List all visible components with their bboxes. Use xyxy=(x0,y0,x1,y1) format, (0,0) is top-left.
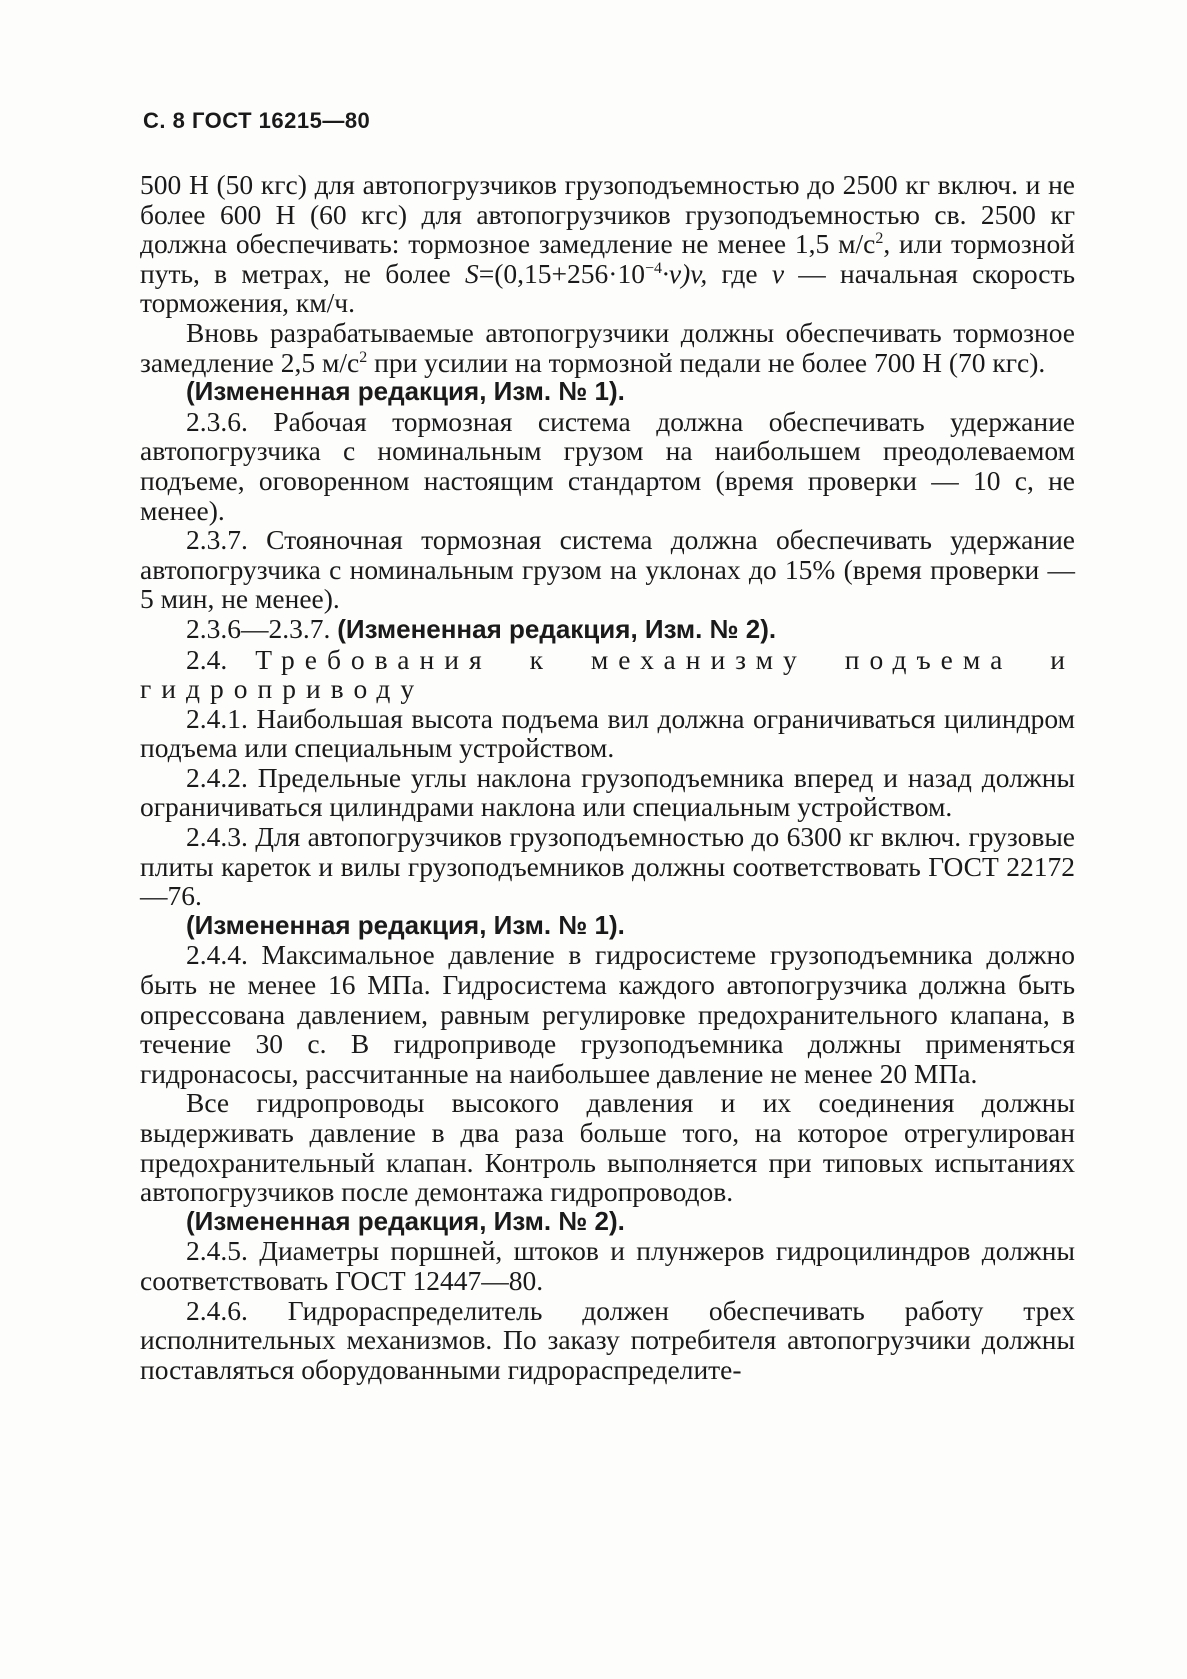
clause-2-4-1: 2.4.1. Наибольшая высота подъема вил должна ограничиваться цилиндром подъема или специальным устройством. xyxy=(140,702,1075,764)
clause-2-4-2: 2.4.2. Предельные углы наклона грузоподъемника вперед и назад должны ограничиваться цилиндрами наклона или специальным устройством. xyxy=(140,761,1075,823)
change-note: (Измененная редакция, Изм. № 2). xyxy=(186,1205,625,1236)
formula-text: где xyxy=(707,257,772,289)
change-note: (Измененная редакция, Изм. № 1). xyxy=(186,376,625,407)
formula-text: ·v)v, xyxy=(661,257,708,289)
page-header: С. 8 ГОСТ 16215—80 xyxy=(143,108,371,133)
document-body xyxy=(140,170,1075,1384)
change-note: (Измененная редакция, Изм. № 1). xyxy=(186,909,625,940)
paragraph-text: при усилии на тормозной педали не более 700 Н (70 кгс). xyxy=(367,346,1046,378)
clause-number: 2.3.6—2.3.7. xyxy=(186,612,338,644)
paragraph-braking-force xyxy=(140,170,1075,318)
formula-text: =(0,15+256·10 xyxy=(478,257,645,289)
paragraph-text: , или тормозной путь, в метрах, не более xyxy=(140,228,1075,289)
section-2-4-heading xyxy=(140,645,1075,704)
clause-2-4-5: 2.4.5. Диаметры поршней, штоков и плунжеров гидроцилиндров должны соответствовать ГОСТ 12447—80. xyxy=(140,1235,1075,1296)
formula-variable: v xyxy=(771,257,785,289)
formula-exponent: −4 xyxy=(644,259,662,277)
paragraph-text: Вновь разрабатываемые автопогрузчики должны обеспечивать тормозное замедление 2,5 м/с xyxy=(140,316,1075,378)
formula-variable: S xyxy=(464,257,479,289)
clause-2-3-7: 2.3.7. Стояночная тормозная система должна обеспечивать удержание автопогрузчика с номинальным грузом на уклонах до 15% (время проверки — 5 мин, не менее). xyxy=(140,524,1075,615)
clause-2-3-6: 2.3.6. Рабочая тормозная система должна обеспечивать удержание автопогрузчика с номинальным грузом на наибольшем преодолеваемом подъеме, оговоренном настоящим стандартом (время проверки — 10 с, не менее). xyxy=(140,405,1075,526)
change-note-range xyxy=(140,614,1075,645)
paragraph-text: 500 Н (50 кгс) для автопогрузчиков грузоподъемностью до 2500 кг включ. и не более 600 Н (60 кгс) для автопогрузчиков грузоподъемностью св. 2500 кг должна обеспечивать: тормозное замедление не менее 1,5 м/с xyxy=(140,169,1075,260)
clause-2-4-6: 2.4.6. Гидрораспределитель должен обеспечивать работу трех исполнительных механизмов. По заказу потребителя автопогрузчики должны поставляться оборудованными гидрораспределите- xyxy=(140,1294,1075,1385)
superscript: 2 xyxy=(875,230,884,248)
clause-2-4-3: 2.4.3. Для автопогрузчиков грузоподъемностью до 6300 кг включ. грузовые плиты кареток и вилы грузоподъемников должны соответствовать ГОСТ 22172—76. xyxy=(140,821,1075,912)
paragraph-text: — начальная скорость торможения, км/ч. xyxy=(140,257,1076,319)
superscript: 2 xyxy=(359,348,368,366)
section-number: 2.4. xyxy=(186,643,256,675)
clause-2-4-4: 2.4.4. Максимальное давление в гидросистеме грузоподъемника должно быть не менее 16 МПа. Гидросистема каждого автопогрузчика должна быть опрессована давлением, равным регулировке предохранительного клапана, в течение 30 с. В гидроприводе грузоподъемника должны применяться гидронасосы, рассчитанные на наибольшее давление не менее 20 МПа. xyxy=(140,939,1075,1089)
paragraph-new-loaders xyxy=(140,318,1075,377)
section-title: Требования к механизму подъема и гидроприводу xyxy=(140,643,1075,705)
paragraph-hydraulic-lines: Все гидропроводы высокого давления и их соединения должны выдерживать давление в два раза больше того, на которое отрегулирован предохранительный клапан. Контроль выполняется при типовых испытаниях автопогрузчиков после демонтажа гидропроводов. xyxy=(140,1087,1075,1208)
change-note: (Измененная редакция, Изм. № 2). xyxy=(337,613,777,644)
